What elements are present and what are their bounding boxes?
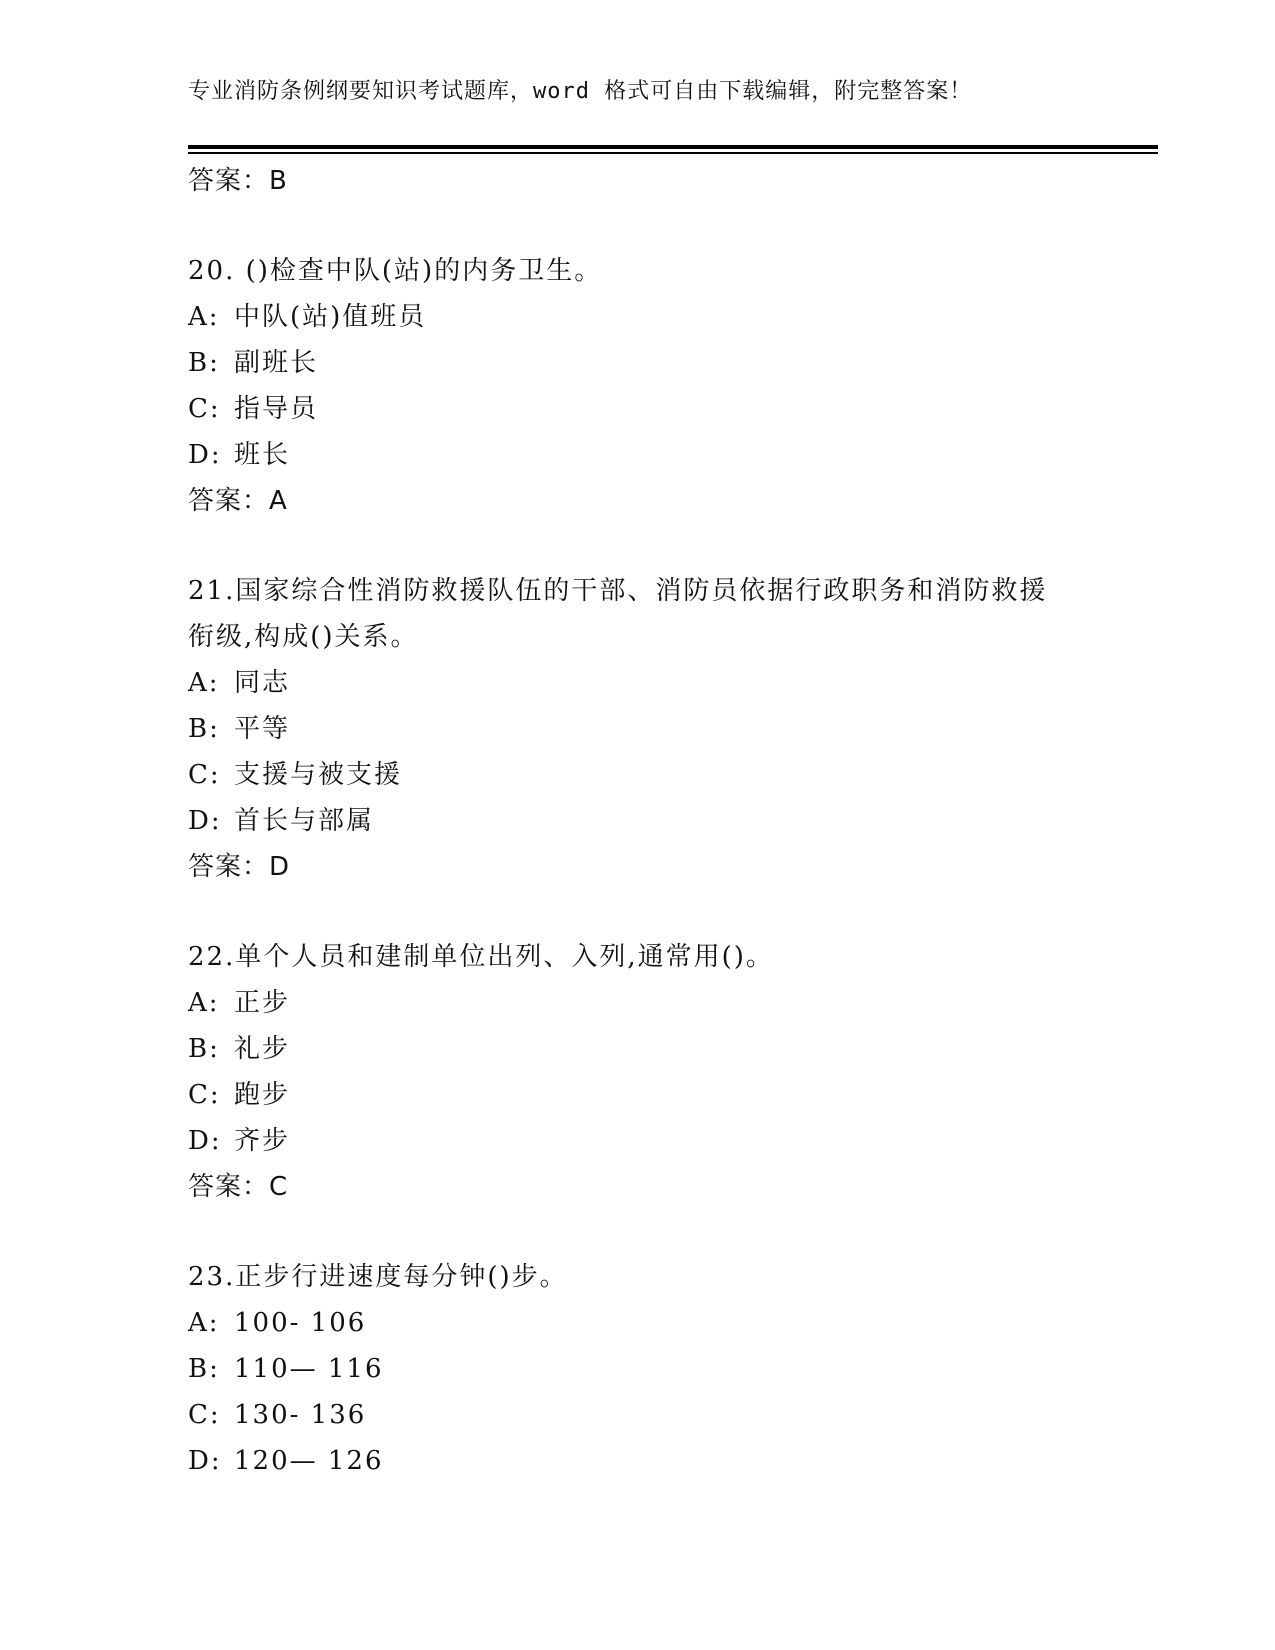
page-header: 专业消防条例纲要知识考试题库，word 格式可自由下载编辑，附完整答案！ bbox=[188, 79, 973, 104]
option-text: 副班长 bbox=[234, 348, 319, 378]
option-text: 同志 bbox=[234, 668, 291, 698]
spacer bbox=[188, 524, 1108, 568]
option-key: B: bbox=[188, 714, 220, 744]
option-d bbox=[188, 432, 1108, 478]
option-c bbox=[188, 1392, 1108, 1438]
question-stem: 23.正步行进速度每分钟()步。 bbox=[188, 1262, 568, 1292]
question-block bbox=[188, 1254, 1108, 1484]
option-b bbox=[188, 1026, 1108, 1072]
option-key: C: bbox=[188, 394, 221, 424]
option-text: 指导员 bbox=[234, 394, 319, 424]
option-text: 平等 bbox=[234, 714, 291, 744]
option-key: D: bbox=[188, 806, 222, 836]
option-text: 班长 bbox=[234, 440, 291, 470]
option-d bbox=[188, 798, 1108, 844]
option-text: 礼步 bbox=[234, 1034, 291, 1064]
answer-line: 答案：B bbox=[188, 166, 288, 196]
option-key: B: bbox=[188, 348, 220, 378]
option-c bbox=[188, 752, 1108, 798]
option-b bbox=[188, 1346, 1108, 1392]
option-key: A: bbox=[188, 988, 220, 1018]
option-key: D: bbox=[188, 1446, 222, 1476]
option-d bbox=[188, 1438, 1108, 1484]
answer-line: 答案：A bbox=[188, 486, 288, 516]
header-rule-thick bbox=[188, 145, 1158, 149]
option-key: B: bbox=[188, 1034, 220, 1064]
option-key: A: bbox=[188, 302, 220, 332]
option-c bbox=[188, 386, 1108, 432]
answer-line: 答案：D bbox=[188, 852, 291, 882]
option-a bbox=[188, 294, 1108, 340]
option-text: 跑步 bbox=[234, 1080, 291, 1110]
question-stem-continued: 衔级,构成()关系。 bbox=[188, 622, 419, 652]
option-b bbox=[188, 340, 1108, 386]
spacer bbox=[188, 1210, 1108, 1254]
question-block bbox=[188, 248, 1108, 524]
option-key: D: bbox=[188, 1126, 222, 1156]
option-text: 齐步 bbox=[234, 1126, 291, 1156]
option-text: 100- 106 bbox=[234, 1308, 367, 1338]
spacer bbox=[188, 204, 1108, 248]
option-d bbox=[188, 1118, 1108, 1164]
option-a bbox=[188, 660, 1108, 706]
question-stem: 22.单个人员和建制单位出列、入列,通常用()。 bbox=[188, 942, 774, 972]
question-block bbox=[188, 568, 1108, 890]
option-c bbox=[188, 1072, 1108, 1118]
question-stem: 21.国家综合性消防救援队伍的干部、消防员依据行政职务和消防救援 bbox=[188, 576, 1048, 606]
option-text: 120— 126 bbox=[234, 1446, 384, 1476]
option-key: A: bbox=[188, 668, 220, 698]
option-key: C: bbox=[188, 1400, 221, 1430]
option-a bbox=[188, 980, 1108, 1026]
option-text: 首长与部属 bbox=[234, 806, 375, 836]
option-a bbox=[188, 1300, 1108, 1346]
option-text: 110— 116 bbox=[234, 1354, 384, 1384]
option-key: C: bbox=[188, 760, 221, 790]
option-key: C: bbox=[188, 1080, 221, 1110]
option-text: 中队(站)值班员 bbox=[234, 302, 427, 332]
option-text: 支援与被支援 bbox=[234, 760, 403, 790]
option-text: 正步 bbox=[234, 988, 291, 1018]
option-key: A: bbox=[188, 1308, 220, 1338]
option-key: D: bbox=[188, 440, 222, 470]
answer-line: 答案：C bbox=[188, 1172, 289, 1202]
spacer bbox=[188, 890, 1108, 934]
question-block bbox=[188, 934, 1108, 1210]
header-rule-thin bbox=[188, 152, 1158, 154]
option-key: B: bbox=[188, 1354, 220, 1384]
option-text: 130- 136 bbox=[234, 1400, 367, 1430]
option-b bbox=[188, 706, 1108, 752]
question-stem: 20. ()检查中队(站)的内务卫生。 bbox=[188, 256, 603, 286]
question-body bbox=[188, 158, 1108, 1484]
